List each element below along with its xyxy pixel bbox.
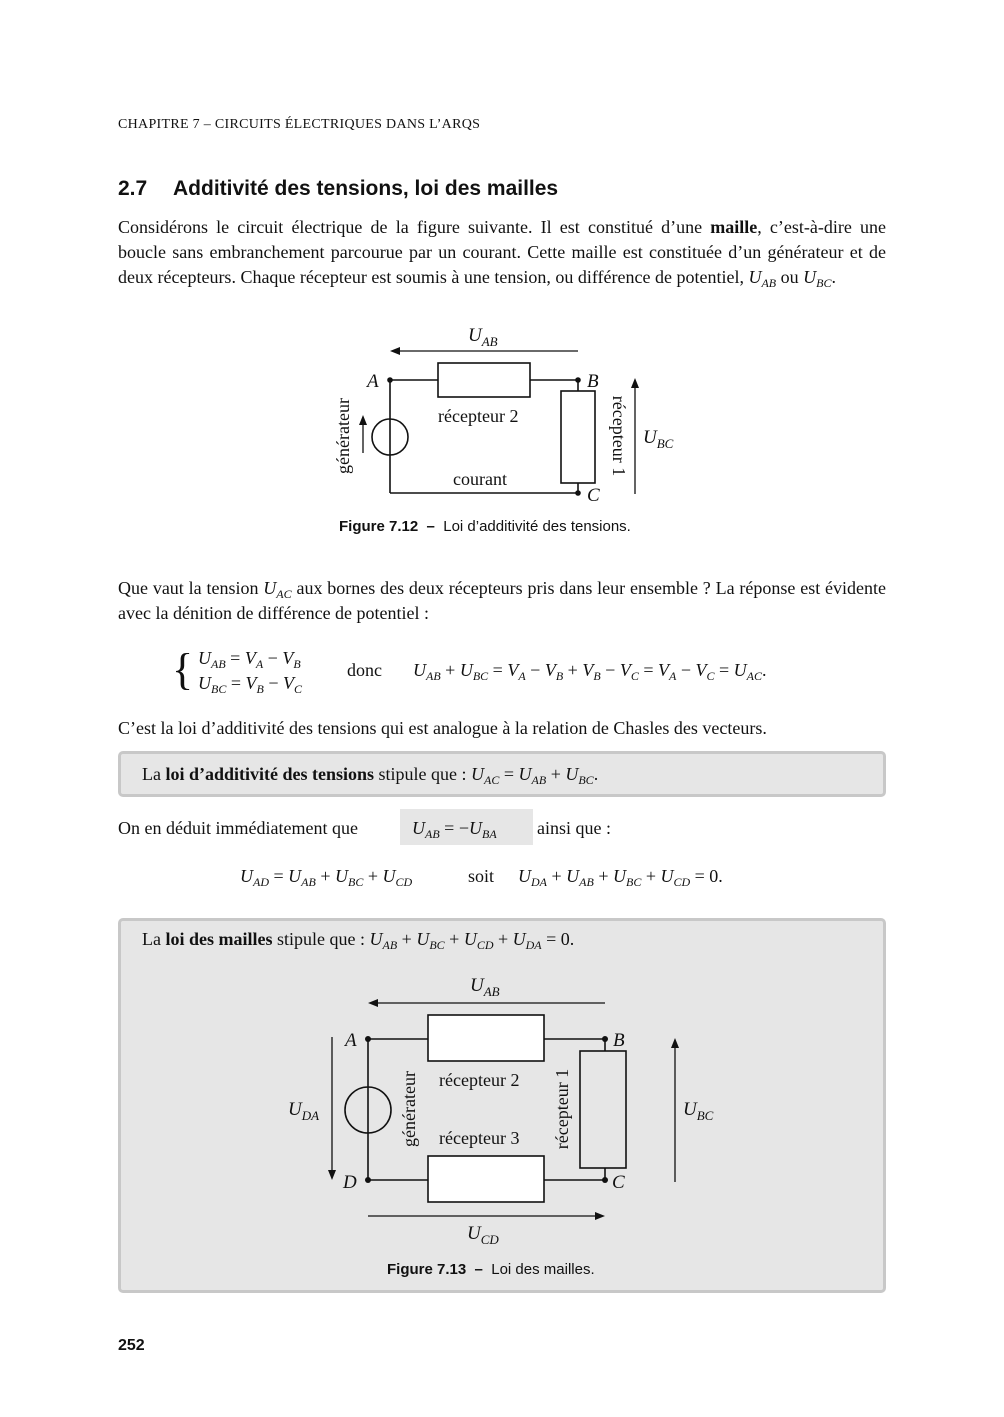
- math-sub: DA: [531, 875, 547, 889]
- antisymmetry-highlight: [400, 809, 533, 845]
- math-sub: AD: [253, 875, 269, 889]
- text-run: Considérons le circuit électrique de la figure suivante. Il est constitué d’une: [118, 217, 711, 237]
- math-sub: BC: [429, 938, 445, 952]
- math-sub: AC: [276, 587, 292, 601]
- math-op: =: [488, 660, 508, 680]
- additivity-law-box: [118, 751, 886, 797]
- chasles-paragraph: C’est la loi d’additivité des tensions qui est analogue à la relation de Chasles des vecteurs.: [118, 718, 767, 738]
- generator-label: générateur: [399, 1071, 419, 1147]
- math-sub: A: [255, 657, 264, 671]
- math-op: =: [714, 660, 734, 680]
- math-var: U: [565, 764, 579, 784]
- receptor-3-label: récepteur 3: [439, 1128, 520, 1148]
- text-run: stipule que :: [272, 929, 370, 949]
- math-op: −: [263, 648, 283, 668]
- math-sub: C: [630, 669, 639, 683]
- math-op: +: [563, 660, 583, 680]
- text-run: stipule que :: [374, 764, 472, 784]
- math-var: U: [459, 660, 473, 680]
- math-var: V: [619, 660, 631, 680]
- uda-arrow-head: [328, 1170, 336, 1180]
- ucd-label: $U_{CD}$: [467, 1223, 499, 1247]
- node-b-label: B: [613, 1030, 625, 1051]
- math-sub: AB: [382, 938, 398, 952]
- math-sub: BC: [211, 682, 227, 696]
- math-sub: AB: [761, 276, 777, 290]
- node-a-dot: [365, 1036, 371, 1042]
- math-op: = −: [439, 818, 469, 838]
- math-var: U: [416, 929, 430, 949]
- node-b-label: B: [587, 371, 599, 392]
- soit-word: soit: [468, 866, 495, 886]
- math-var: V: [695, 660, 707, 680]
- math-var: V: [244, 648, 256, 668]
- text-run: ou: [776, 267, 804, 287]
- math-sub: A: [669, 669, 677, 683]
- section-number: 2.7: [118, 177, 148, 200]
- text-run: , c’est-à-dire une boucle sans embranchement parcourue par un courant. Cette maille est constituée d’un générateur et de deux récepteurs. Chaque récepteur est soumis à une tension, ou différence de potentiel,: [118, 217, 886, 287]
- node-b-dot: [575, 377, 581, 383]
- receptor-2-label: récepteur 2: [438, 406, 519, 426]
- additivity-law-statement: [142, 764, 598, 785]
- additivity-law-equation: [471, 764, 599, 787]
- math-sub: AB: [426, 669, 441, 683]
- receptor-1-label: récepteur 1: [552, 1068, 572, 1150]
- uab-label: $U_{AB}$: [468, 325, 498, 349]
- math-op: =: [226, 673, 246, 693]
- node-d-label: D: [343, 1172, 357, 1193]
- math-sub: B: [293, 657, 301, 671]
- node-c-label: C: [612, 1172, 625, 1193]
- zero-sum-equation: [518, 866, 723, 887]
- math-sub: BC: [347, 875, 364, 889]
- math-var: U: [468, 818, 482, 838]
- math-op: +: [547, 866, 567, 886]
- figure-7-12-circuit: [320, 318, 700, 508]
- node-a-dot: [387, 377, 393, 383]
- intro-paragraph: [118, 215, 886, 290]
- math-sub: BC: [625, 875, 642, 889]
- receptor-2-box: [438, 363, 530, 397]
- figure-7-13-circuit: [281, 969, 731, 1249]
- node-a-label: A: [345, 1030, 357, 1051]
- math-var: U: [412, 818, 425, 838]
- ubc-arrow-head: [671, 1038, 679, 1048]
- text-run: .: [831, 267, 836, 287]
- math-op: +: [593, 866, 613, 886]
- math-var: V: [582, 660, 594, 680]
- deduction-line-end: ainsi que :: [537, 818, 611, 838]
- math-sub: C: [294, 682, 303, 696]
- caption-text: Loi des mailles.: [491, 1261, 595, 1278]
- math-var: U: [733, 660, 747, 680]
- math-var: V: [658, 660, 669, 680]
- ubc-label: $U_{BC}$: [643, 427, 674, 451]
- math-sub: AB: [579, 875, 594, 889]
- figure-7-12-caption: [339, 518, 631, 535]
- math-op: =: [499, 764, 519, 784]
- math-sub: AB: [425, 827, 440, 841]
- node-d-dot: [365, 1177, 371, 1183]
- math-var: V: [544, 660, 556, 680]
- receptor-3-box: [428, 1156, 544, 1202]
- math-sub: CD: [673, 875, 691, 889]
- math-sub: BC: [578, 773, 594, 787]
- text-run: La: [142, 929, 166, 949]
- section-heading: Additivité des tensions, loi des mailles: [173, 177, 559, 200]
- math-op: −: [600, 660, 620, 680]
- math-var: V: [245, 673, 257, 693]
- math-op: +: [363, 866, 383, 886]
- mesh-law-statement: [142, 929, 574, 950]
- running-header: CHAPITRE 7 – CIRCUITS ÉLECTRIQUES DANS L’ARQS: [118, 117, 481, 132]
- math-var: U: [240, 866, 253, 886]
- math-op: =: [225, 648, 245, 668]
- caption-separator: –: [426, 518, 435, 535]
- math-sub: CD: [476, 938, 494, 952]
- math-op: .: [593, 764, 599, 784]
- donc-word: donc: [347, 660, 382, 680]
- math-var: U: [369, 929, 383, 949]
- math-sub: B: [256, 682, 264, 696]
- math-sub: B: [555, 669, 564, 683]
- deduction-line: [118, 818, 358, 839]
- math-var: U: [660, 866, 674, 886]
- bold-term-mesh-law: loi des mailles: [165, 929, 273, 949]
- receptor-1-box: [561, 391, 595, 483]
- math-var: V: [507, 660, 519, 680]
- math-var: U: [612, 866, 626, 886]
- math-var: U: [512, 929, 526, 949]
- uad-equation: [240, 866, 412, 887]
- page-number: 252: [118, 1337, 145, 1354]
- math-op: +: [493, 929, 513, 949]
- math-var: U: [518, 866, 531, 886]
- math-op: +: [315, 866, 335, 886]
- node-c-dot: [602, 1177, 608, 1183]
- ubc-arrow-head: [631, 378, 639, 388]
- math-var: U: [566, 866, 580, 886]
- math-var: U: [263, 578, 277, 598]
- math-var: U: [413, 660, 426, 680]
- math-sub: A: [518, 669, 526, 683]
- caption-text: Loi d’additivité des tensions.: [443, 518, 631, 535]
- math-sub: AB: [531, 773, 547, 787]
- figure-7-13-caption: [387, 1261, 595, 1278]
- caption-separator: –: [474, 1261, 483, 1278]
- receptor-2-box: [428, 1015, 544, 1061]
- question-paragraph: [118, 576, 886, 626]
- uab-label: $U_{AB}$: [470, 975, 500, 999]
- caption-label: Figure 7.13: [387, 1261, 467, 1278]
- math-op: .: [762, 660, 767, 680]
- math-sub: B: [593, 669, 601, 683]
- mesh-law-equation: [369, 929, 575, 952]
- bold-term-maille: maille: [710, 217, 758, 237]
- math-op: −: [263, 673, 283, 693]
- math-var: U: [198, 648, 211, 668]
- math-sub: AC: [484, 773, 500, 787]
- math-var: U: [463, 929, 477, 949]
- uab-arrow-head: [368, 999, 378, 1007]
- additivity-derivation: [413, 660, 767, 681]
- math-sub: C: [706, 669, 715, 683]
- uab-arrow-head: [390, 347, 400, 355]
- node-c-dot: [575, 490, 581, 496]
- math-op: +: [440, 660, 460, 680]
- math-var: U: [334, 866, 348, 886]
- math-sub: CD: [395, 875, 413, 889]
- system-line-2: [198, 673, 302, 694]
- math-var: V: [283, 673, 294, 693]
- math-op: +: [444, 929, 464, 949]
- node-a-label: A: [367, 371, 379, 392]
- receptor-1-box: [580, 1051, 626, 1168]
- ucd-arrow-head: [595, 1212, 605, 1220]
- math-var: U: [748, 267, 762, 287]
- math-op: −: [676, 660, 696, 680]
- mesh-law-box: [118, 918, 886, 1293]
- text-run: On en déduit immédiatement que: [118, 818, 358, 838]
- system-line-1: [198, 648, 301, 669]
- bold-term-additivity: loi d’additivité des tensions: [165, 764, 375, 784]
- text-run: La: [142, 764, 166, 784]
- math-op: = 0.: [690, 866, 723, 886]
- math-sub: AB: [211, 657, 226, 671]
- text-run: Que vaut la tension: [118, 578, 264, 598]
- math-sub: BC: [816, 276, 832, 290]
- math-sub: AB: [301, 875, 316, 889]
- math-op: = 0.: [541, 929, 575, 949]
- math-sub: BC: [472, 669, 489, 683]
- current-label: courant: [453, 469, 507, 489]
- math-sub: BA: [481, 827, 497, 841]
- antisymmetry-equation: [412, 818, 497, 839]
- math-op: =: [638, 660, 658, 680]
- math-op: +: [546, 764, 566, 784]
- math-var: V: [282, 648, 294, 668]
- math-var: U: [198, 673, 211, 693]
- ubc-label: $U_{BC}$: [683, 1099, 714, 1123]
- generator-label: générateur: [333, 398, 353, 474]
- node-b-dot: [602, 1036, 608, 1042]
- math-var: U: [518, 764, 532, 784]
- math-var: U: [471, 764, 485, 784]
- math-op: =: [269, 866, 289, 886]
- math-op: −: [525, 660, 545, 680]
- node-c-label: C: [587, 485, 600, 506]
- caption-label: Figure 7.12: [339, 518, 419, 535]
- math-var: U: [288, 866, 302, 886]
- math-sub: AC: [746, 669, 763, 683]
- math-sub: DA: [525, 938, 542, 952]
- math-op: +: [641, 866, 661, 886]
- uda-label: $U_{DA}$: [288, 1099, 320, 1123]
- section-title: [118, 177, 558, 201]
- receptor-2-label: récepteur 2: [439, 1070, 520, 1090]
- system-brace: {: [172, 645, 194, 694]
- math-var: U: [382, 866, 396, 886]
- math-var: U: [803, 267, 817, 287]
- generator-arrow-head: [359, 415, 367, 425]
- receptor-1-label: récepteur 1: [609, 395, 629, 477]
- text-run: aux bornes des deux récepteurs pris dans leur ensemble ? La réponse est évidente avec la dénition de différence de potentiel :: [118, 578, 886, 623]
- math-op: +: [397, 929, 417, 949]
